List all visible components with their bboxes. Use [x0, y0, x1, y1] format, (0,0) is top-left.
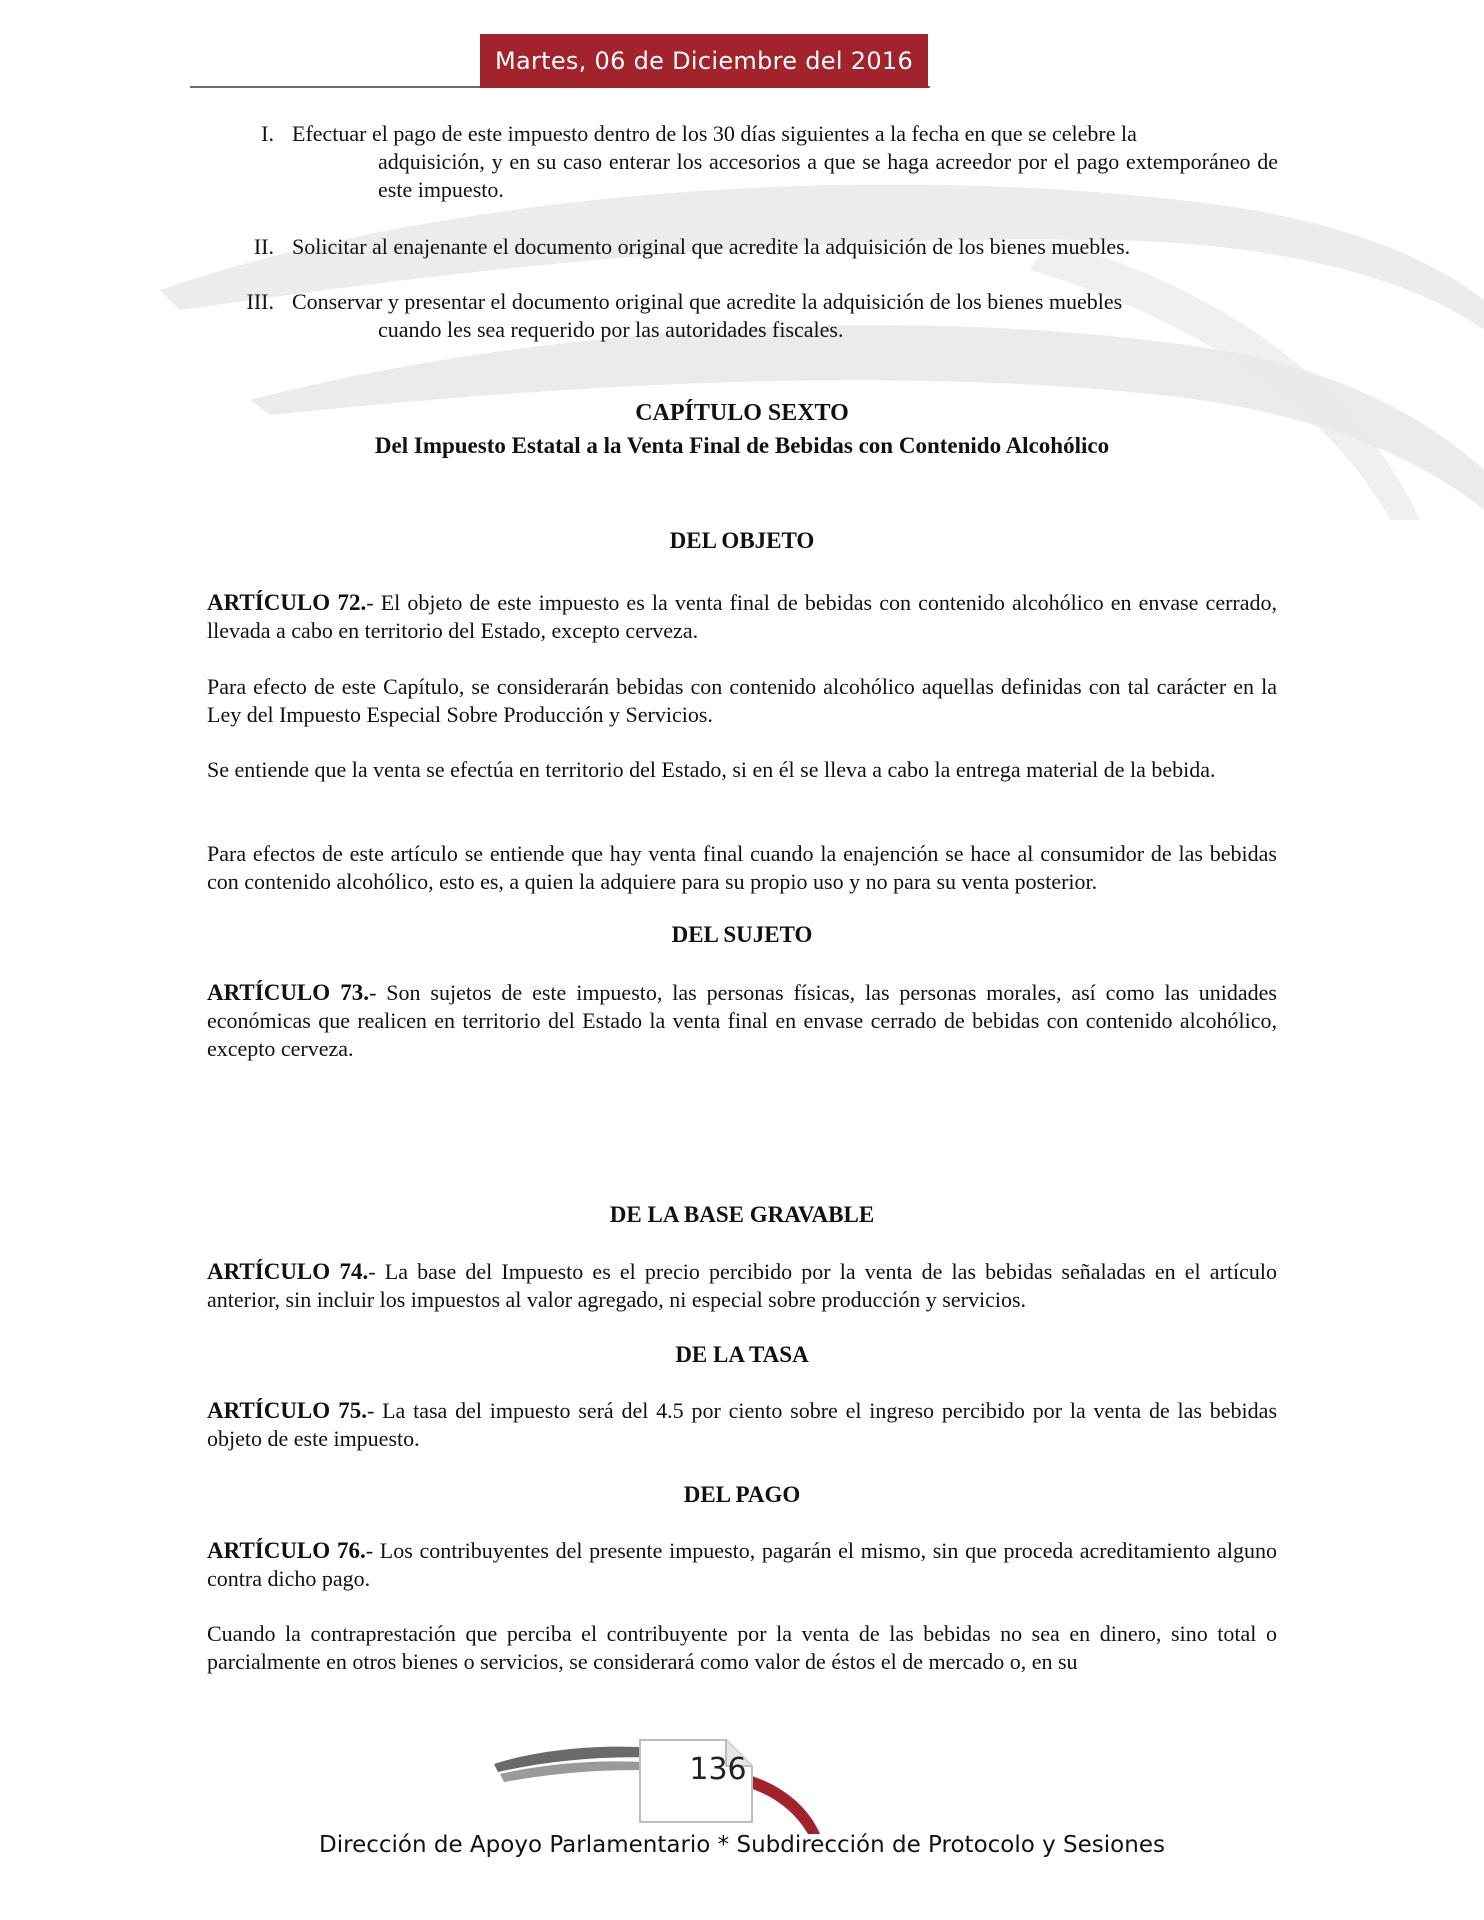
list-item-text: Efectuar el pago de este impuesto dentro de los 30 días siguientes a la fecha en que se celebre la: [292, 121, 1137, 146]
section-heading-sujeto: DEL SUJETO: [671, 922, 813, 947]
header-date-banner: Martes, 06 de Diciembre del 2016: [480, 34, 928, 88]
paragraph: Para efectos de este artículo se entiende que hay venta final cuando la enajención se hace al consumidor de las bebidas con contenido alcohólico, esto es, a quien la adquiere para su propio uso y no para su venta posterior.: [207, 841, 1277, 894]
article-72: [207, 589, 1277, 645]
list-item-text: Conservar y presentar el documento original que acredite la adquisición de los bienes muebles: [292, 289, 1123, 314]
article-label: ARTÍCULO 74.: [207, 1259, 369, 1284]
list-item-continuation: cuando les sea requerido por las autoridades fiscales.: [378, 317, 844, 342]
page-number: 136: [689, 1752, 747, 1787]
article-74: [207, 1258, 1277, 1314]
article-text: - Los contribuyentes del presente impuesto, pagarán el mismo, sin que proceda acreditamiento alguno contra dicho pago.: [207, 1538, 1277, 1591]
article-label: ARTÍCULO 73.: [207, 980, 370, 1005]
section-heading-objeto: DEL OBJETO: [669, 528, 815, 553]
list-item: [206, 233, 1278, 261]
paragraph: Cuando la contraprestación que perciba el contribuyente por la venta de las bebidas no sea en dinero, sino total o parcialmente en otros bienes o servicios, se considerará como valor de éstos el de mercado o, en su: [207, 1621, 1277, 1674]
article-text: - El objeto de este impuesto es la venta final de bebidas con contenido alcohólico en envase cerrado, llevada a cabo en territorio del Estado, excepto cerveza.: [207, 590, 1277, 643]
article-label: ARTÍCULO 76.: [207, 1538, 366, 1563]
list-item-text: Solicitar al enajenante el documento original que acredite la adquisición de los bienes muebles.: [292, 234, 1131, 259]
article-76: [207, 1537, 1277, 1593]
footer-text: Dirección de Apoyo Parlamentario * Subdirección de Protocolo y Sesiones: [319, 1832, 1165, 1858]
article-73: [207, 979, 1277, 1063]
article-label: ARTÍCULO 75.: [207, 1398, 367, 1423]
section-heading-tasa: DE LA TASA: [675, 1342, 809, 1367]
article-75: [207, 1397, 1277, 1453]
list-item: [206, 120, 1278, 204]
list-item-continuation: adquisición, y en su caso enterar los accesorios a que se haga acreedor por el pago extemporáneo de este impuesto.: [378, 149, 1278, 202]
list-item-number: II.: [253, 234, 274, 259]
list-item: [206, 288, 1278, 344]
section-heading-pago: DEL PAGO: [683, 1482, 801, 1507]
chapter-subtitle: Del Impuesto Estatal a la Venta Final de Bebidas con Contenido Alcohólico: [374, 433, 1110, 458]
list-item-number: I.: [261, 121, 274, 146]
section-heading-base-gravable: DE LA BASE GRAVABLE: [609, 1202, 875, 1227]
article-text: - La base del Impuesto es el precio percibido por la venta de las bebidas señaladas en el artículo anterior, sin incluir los impuestos al valor agregado, ni especial sobre producción y servicios.: [207, 1259, 1277, 1312]
article-text: - La tasa del impuesto será del 4.5 por ciento sobre el ingreso percibido por la venta de las bebidas objeto de este impuesto.: [207, 1398, 1277, 1451]
article-text: - Son sujetos de este impuesto, las personas físicas, las personas morales, así como las unidades económicas que realicen en territorio del Estado la venta final en envase cerrado de bebidas con contenido alcohólico, excepto cerveza.: [207, 980, 1277, 1061]
chapter-title: CAPÍTULO SEXTO: [635, 400, 849, 426]
paragraph: Se entiende que la venta se efectúa en territorio del Estado, si en él se lleva a cabo la entrega material de la bebida.: [207, 757, 1216, 782]
paragraph: Para efecto de este Capítulo, se considerarán bebidas con contenido alcohólico aquellas definidas con tal carácter en la Ley del Impuesto Especial Sobre Producción y Servicios.: [207, 674, 1277, 727]
list-item-number: III.: [246, 289, 274, 314]
article-label: ARTÍCULO 72.: [207, 590, 367, 615]
